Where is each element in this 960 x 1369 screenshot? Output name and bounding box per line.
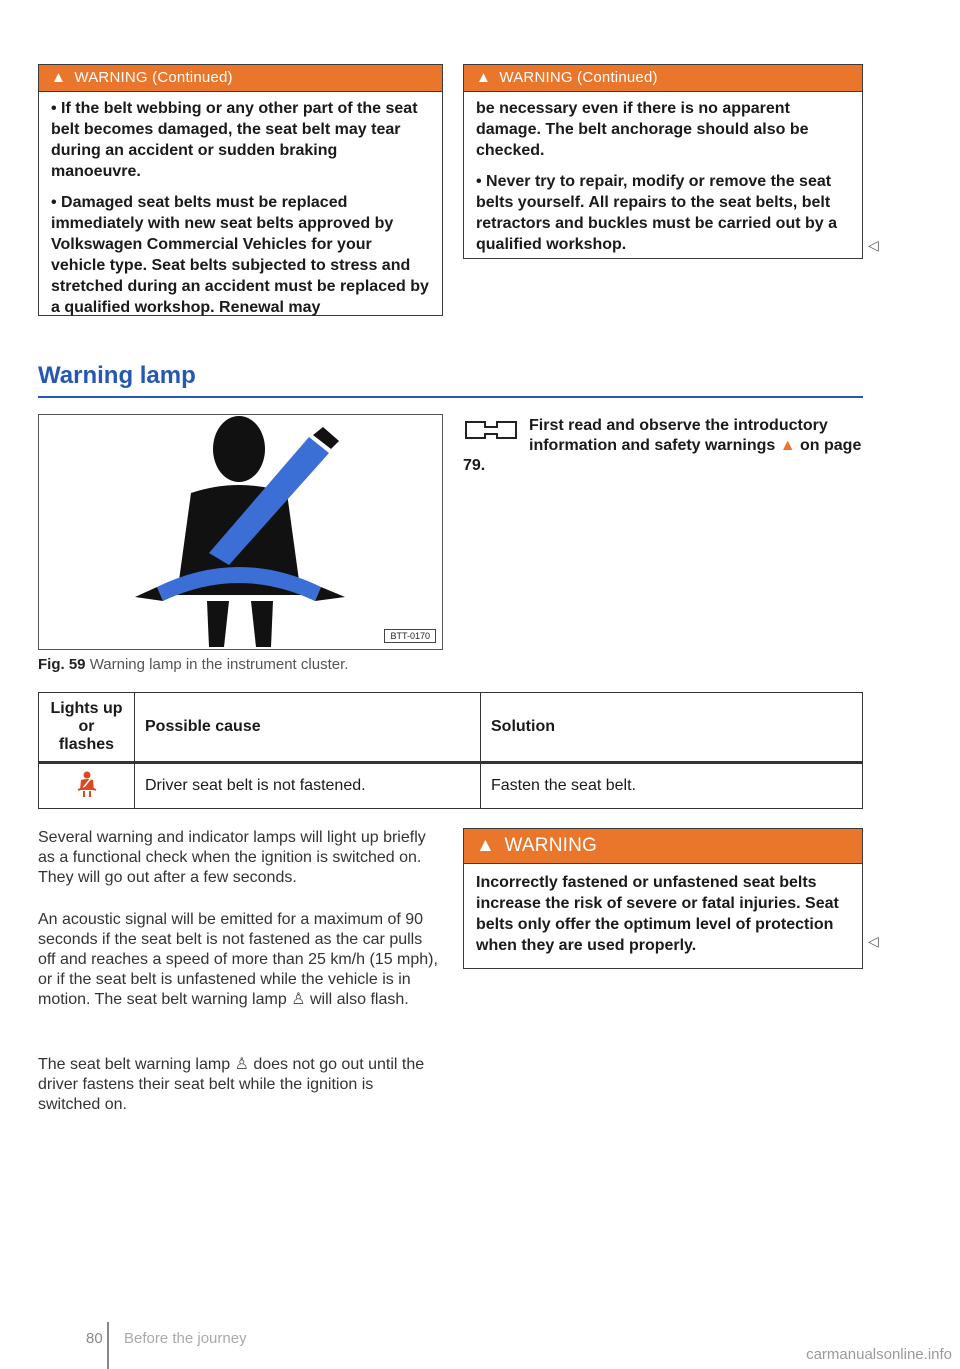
figure-caption-text: Warning lamp in the instrument cluster. xyxy=(89,656,349,673)
body-paragraph xyxy=(38,910,438,1010)
warning-header xyxy=(464,65,862,92)
warning-lamp-table xyxy=(38,692,863,809)
table-header-row xyxy=(39,693,863,763)
warning-triangle-icon: ▲ xyxy=(476,835,496,856)
warning-triangle-icon: ▲ xyxy=(51,69,67,86)
warning-paragraph: • Damaged seat belts must be replaced immediately with new seat belts approved by Volkswagen Commercial Vehicles for your vehicle type. Seat belts subjected to stress and stretched during an accident must be replaced by a qualified workshop. Renewal may xyxy=(51,194,429,316)
warning-box-main xyxy=(463,828,863,969)
seatbelt-inline-icon: ♙ xyxy=(234,1056,249,1073)
chapter-title: Before the journey xyxy=(124,1330,247,1347)
warning-triangle-icon: ▲ xyxy=(476,69,492,86)
warning-paragraph: • Never try to repair, modify or remove the seat belts yourself. All repairs to the seat belts, belt retractors and buckles must be carried out by a qualified workshop. xyxy=(476,173,838,253)
warning-box-continued-right xyxy=(463,64,863,259)
seatbelt-warning-icon xyxy=(39,415,441,648)
warning-heading: WARNING (Continued) xyxy=(74,69,233,86)
section-end-icon: ◁ xyxy=(868,237,879,253)
read-first-page-ref: on page 79. xyxy=(463,437,862,474)
table-row xyxy=(39,763,863,809)
footer-divider xyxy=(107,1322,109,1369)
book-icon xyxy=(463,418,519,442)
warning-heading: WARNING xyxy=(504,835,598,856)
figure-code: BTT-0170 xyxy=(384,629,436,643)
warning-heading: WARNING (Continued) xyxy=(499,69,658,86)
seatbelt-lamp-icon xyxy=(39,763,135,809)
body-text: does not go out until the driver fastens their seat belt while the ignition is switched on. xyxy=(38,1056,425,1113)
table-cell-solution: Fasten the seat belt. xyxy=(481,763,863,809)
figure-caption-number: Fig. 59 xyxy=(38,656,86,673)
figure-seatbelt-lamp xyxy=(38,414,443,650)
read-first-text: First read and observe the introductory information and safety warnings xyxy=(529,417,828,454)
section-divider xyxy=(38,396,863,398)
section-title: Warning lamp xyxy=(38,362,196,389)
page-number: 80 xyxy=(86,1330,103,1347)
table-header-lights: Lights up or flashes xyxy=(39,693,135,763)
warning-header xyxy=(464,829,862,864)
watermark: carmanualsonline.info xyxy=(806,1346,952,1363)
table-cell-cause: Driver seat belt is not fastened. xyxy=(135,763,481,809)
warning-paragraph: be necessary even if there is no apparent damage. The belt anchorage should also be checked. xyxy=(476,100,809,159)
body-text: An acoustic signal will be emitted for a maximum of 90 seconds if the seat belt is not fastened as the car pulls off and reaches a speed of more than 25 km/h (15 mph), or if the seat belt is unfastened while the vehicle is in motion. The seat belt warning lamp xyxy=(38,911,438,1008)
body-paragraph: Several warning and indicator lamps will light up briefly as a functional check when the ignition is switched on. They will go out after a few seconds. xyxy=(38,829,426,886)
body-paragraph xyxy=(38,1055,438,1115)
seatbelt-inline-icon: ♙ xyxy=(291,991,306,1008)
section-end-icon: ◁ xyxy=(868,933,879,949)
read-first-note xyxy=(463,416,863,476)
warning-triangle-icon: ▲ xyxy=(779,437,796,454)
body-text: will also flash. xyxy=(309,991,409,1008)
warning-box-continued-left xyxy=(38,64,443,316)
warning-paragraph: • If the belt webbing or any other part of the seat belt becomes damaged, the seat belt may tear during an accident or sudden braking manoeuvre. xyxy=(51,100,418,180)
warning-header xyxy=(39,65,442,92)
table-header-cause: Possible cause xyxy=(135,693,481,763)
table-header-solution: Solution xyxy=(481,693,863,763)
figure-caption xyxy=(38,656,348,673)
body-text: The seat belt warning lamp xyxy=(38,1056,231,1073)
warning-paragraph: Incorrectly fastened or unfastened seat belts increase the risk of severe or fatal injuries. Seat belts only offer the optimum level of protection when they are used properly. xyxy=(476,874,839,954)
